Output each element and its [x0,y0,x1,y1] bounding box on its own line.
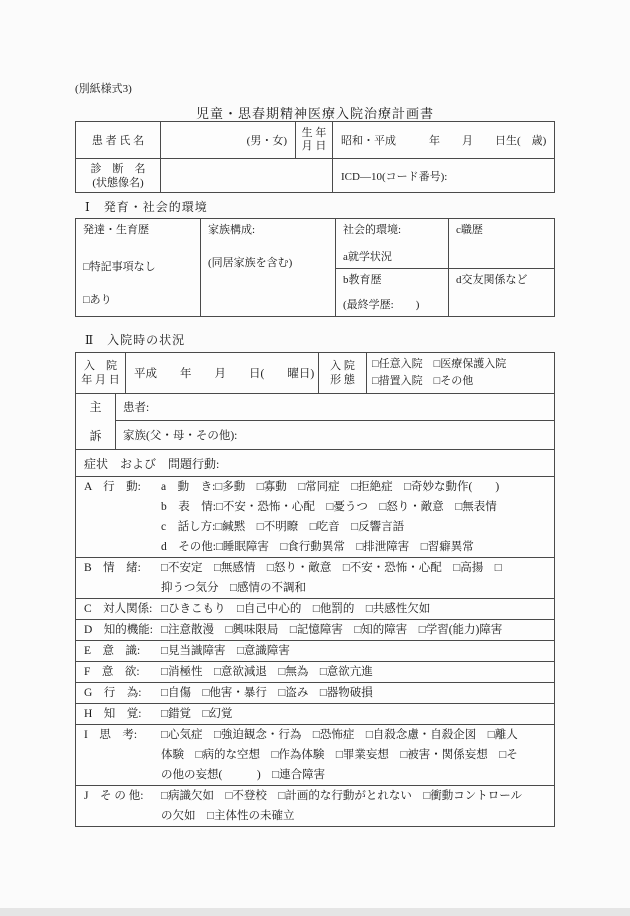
patient-header-table [75,121,555,193]
symptom-row-label: C 対人関係: [84,603,153,615]
chief-complaint-family: 家族(父・母・その他): [123,430,238,442]
diagnosis-label-line2: (状態像名) [92,176,144,189]
section2-heading: Ⅱ 入院時の状況 [85,333,186,347]
birthdate-label-line2: 月 日 [301,140,327,152]
symptom-row-content [161,477,554,557]
admission-form-options [367,353,554,393]
admission-options-line1: □任意入院 □医療保護入院 [372,358,507,370]
symptom-row-label: D 知的機能: [84,624,153,636]
checkbox-has-remarks: □あり [83,294,112,306]
checkbox-line: □ひきこもり □自己中心的 □他罰的 □共感性欠如 [161,603,431,615]
admission-table [75,352,555,827]
symptom-row-j-other [76,785,554,826]
symptom-row-label: G 行 為: [84,687,142,699]
admission-options-line2: □措置入院 □その他 [372,375,474,387]
symptom-row-content [161,725,554,785]
form-title: 児童・思春期精神医療入院治療計画書 [195,106,434,121]
school-status-item: a就学状況 [343,251,392,263]
final-education-note: (最終学歴: ) [343,299,420,311]
checkbox-line: □注意散漫 □興味限局 □記憶障害 □知的障害 □学習(能力)障害 [161,624,503,636]
checkbox-line: □心気症 □強迫観念・行為 □恐怖症 □自殺念慮・自殺企図 □離人 [161,729,518,741]
icd-code-label: ICD—10(コード番号): [341,170,448,183]
chief-complaint-label [76,394,116,449]
symptom-row-f-volition [76,661,554,682]
symptom-row-content [161,683,554,703]
patient-name-label: 患 者 氏 名 [76,122,161,159]
checkbox-line: d その他:□睡眠障害 □食行動異常 □排泄障害 □習癖異常 [161,541,474,553]
symptom-row-label: E 意 識: [84,645,141,657]
admission-form-label-line2: 形 態 [330,374,355,386]
checkbox-line: の他の妄想( ) □連合障害 [161,769,326,781]
symptom-row-label: F 意 欲: [84,666,140,678]
social-environment-cell [336,219,449,269]
development-history-title: 発達・生育歴 [83,224,149,236]
checkbox-line: の欠如 □主体性の未確立 [161,810,295,822]
birthdate-label-line1: 生 年 [301,127,327,139]
symptoms-heading-row [76,449,554,476]
family-structure-title: 家族構成: [208,224,256,236]
friendship-cell: d交友関係など [456,274,528,286]
family-structure-note: (同居家族を含む) [208,257,293,269]
checkbox-line: c 話し方:□緘黙 □不明瞭 □吃音 □反響言語 [161,521,405,533]
patient-sex-label: (男・女) [161,122,296,159]
admission-date-label [76,353,126,393]
chief-complaint-row [76,393,554,449]
symptom-row-content [161,641,554,661]
development-history-cell [76,219,201,316]
section1-heading: Ⅰ 発育・社会的環境 [85,200,208,214]
symptom-row-b-emotion [76,557,554,598]
birthdate-value: 昭和・平成 年 月 日生( 歳) [333,122,554,159]
symptom-row-h-perception [76,703,554,724]
chief-complaint-body [116,394,554,449]
admission-date-label-line1: 入 院 [84,360,117,372]
admission-form-label [319,353,367,393]
checkbox-line: □病識欠如 □不登校 □計画的な行動がとれない □衝動コントロール [161,790,523,802]
education-history-item: b教育歴 [343,274,382,286]
checkbox-line: □見当識障害 □意識障害 [161,645,290,657]
checkbox-line: 体験 □病的な空想 □作為体験 □罪業妄想 □被害・関係妄想 □そ [161,749,518,761]
symptoms-heading: 症状 および 問題行動: [84,456,220,471]
chief-complaint-patient: 患者: [116,394,554,421]
chief-complaint-label-char2: 訴 [89,429,102,443]
symptom-row-d-cognitive [76,619,554,640]
checkbox-line: □消極性 □意欲減退 □無為 □意欲亢進 [161,666,373,678]
symptom-row-content [161,599,554,619]
symptom-row-label: I 思 考: [84,729,138,741]
symptom-row-label: J そ の 他: [84,790,144,802]
symptom-row-content [161,558,554,598]
admission-form-label-line1: 入 院 [330,360,355,372]
symptom-row-i-thought [76,724,554,785]
checkbox-line: □自傷 □他害・暴行 □盗み □器物破損 [161,687,373,699]
checkbox-line: □錯覚 □幻覚 [161,708,233,720]
checkbox-line: □不安定 □無感情 □怒り・敵意 □不安・恐怖・心配 □高揚 □ [161,562,502,574]
symptom-row-label: B 情 緒: [84,562,141,574]
checkbox-line: 抑うつ気分 □感情の不調和 [161,582,306,594]
checkbox-no-remarks: □特記事項なし [83,261,156,273]
education-history-cell [336,269,449,316]
symptom-row-c-interpersonal [76,598,554,619]
work-history-cell: c職歴 [449,219,554,269]
symptom-row-content [161,620,554,640]
symptom-row-label: H 知 覚: [84,708,142,720]
diagnosis-label-line1: 診 断 名 [90,162,146,175]
symptom-row-content [161,662,554,682]
symptom-row-g-conduct [76,682,554,703]
admission-date-label-line2: 年 月 日 [81,374,120,386]
admission-date-row [76,353,554,393]
scan-edge-artifact [0,908,630,916]
social-environment-title: 社会的環境: [343,224,402,236]
symptom-row-a-behavior [76,476,554,557]
diagnosis-label [76,159,161,192]
diagnosis-value-blank [161,159,333,192]
symptom-row-content [161,786,554,826]
family-structure-cell [201,219,336,316]
environment-table [75,218,555,317]
symptom-row-e-consciousness [76,640,554,661]
symptom-row-content [161,704,554,724]
form-note: (別紙様式3) [75,83,132,95]
admission-date-value: 平成 年 月 日( 曜日) [126,353,319,393]
checkbox-line: b 表 情:□不安・恐怖・心配 □憂うつ □怒り・敵意 □無表情 [161,501,497,513]
birthdate-label [296,122,333,159]
symptom-row-label: A 行 動: [84,481,141,493]
checkbox-line: a 動 き:□多動 □寡動 □常同症 □拒絶症 □奇妙な動作( ) [161,481,500,493]
chief-complaint-label-char1: 主 [89,400,102,414]
